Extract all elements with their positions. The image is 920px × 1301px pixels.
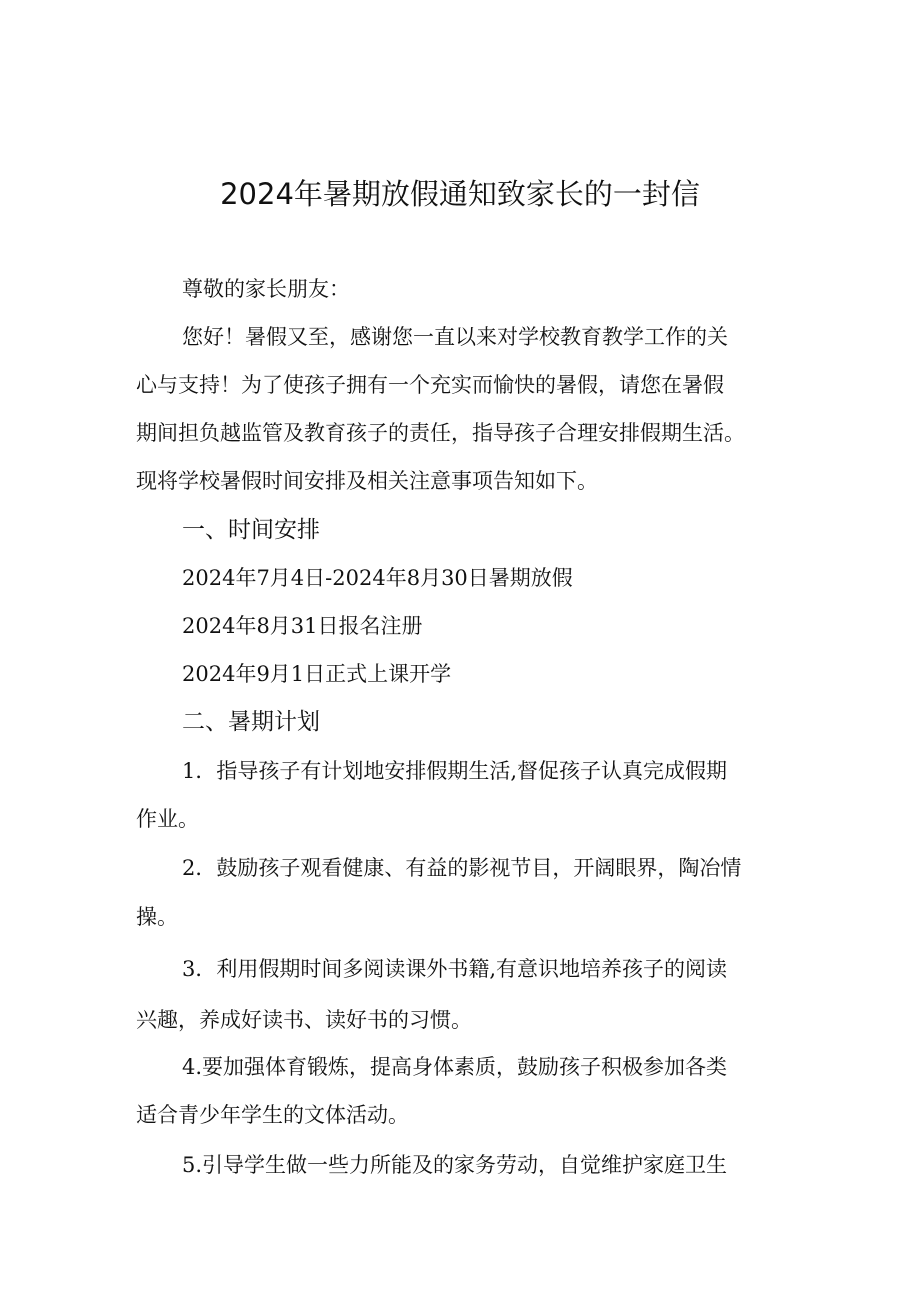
plan-item-4-line-2: 适合青少年学生的文体活动。 (136, 1103, 409, 1127)
plan-item-2-line-2: 操。 (136, 905, 178, 929)
plan-item-3-line-1: 3．利用假期时间多阅读课外书籍,有意识地培养孩子的阅读 (182, 957, 728, 981)
document-title: 2024年暑期放假通知致家长的一封信 (220, 177, 700, 211)
section-time-heading: 一、时间安排 (182, 517, 320, 543)
plan-item-3-line-2: 兴趣，养成好读书、读好书的习惯。 (136, 1008, 472, 1032)
intro-line-1: 您好！暑假又至，感谢您一直以来对学校教育教学工作的关 (182, 325, 728, 349)
plan-item-5-line-1: 5.引导学生做一些力所能及的家务劳动，自觉维护家庭卫生 (182, 1153, 728, 1177)
plan-item-1-line-2: 作业。 (136, 807, 199, 831)
plan-item-2-line-1: 2．鼓励孩子观看健康、有益的影视节目，开阔眼界，陶冶情 (182, 856, 742, 880)
intro-line-3: 期间担负越监管及教育孩子的责任，指导孩子合理安排假期生活。 (136, 421, 745, 445)
time-item-1: 2024年7月4日-2024年8月30日暑期放假 (182, 566, 573, 590)
time-item-3: 2024年9月1日正式上课开学 (182, 662, 452, 686)
greeting: 尊敬的家长朋友： (182, 277, 350, 301)
intro-line-4: 现将学校暑假时间安排及相关注意事项告知如下。 (136, 469, 598, 493)
plan-item-4-line-1: 4.要加强体育锻炼，提高身体素质，鼓励孩子积极参加各类 (182, 1055, 728, 1079)
intro-line-2: 心与支持！为了使孩子拥有一个充实而愉快的暑假，请您在暑假 (136, 373, 724, 397)
time-item-2: 2024年8月31日报名注册 (182, 614, 423, 638)
section-plan-heading: 二、暑期计划 (182, 709, 320, 735)
plan-item-1-line-1: 1．指导孩子有计划地安排假期生活,督促孩子认真完成假期 (182, 759, 728, 783)
